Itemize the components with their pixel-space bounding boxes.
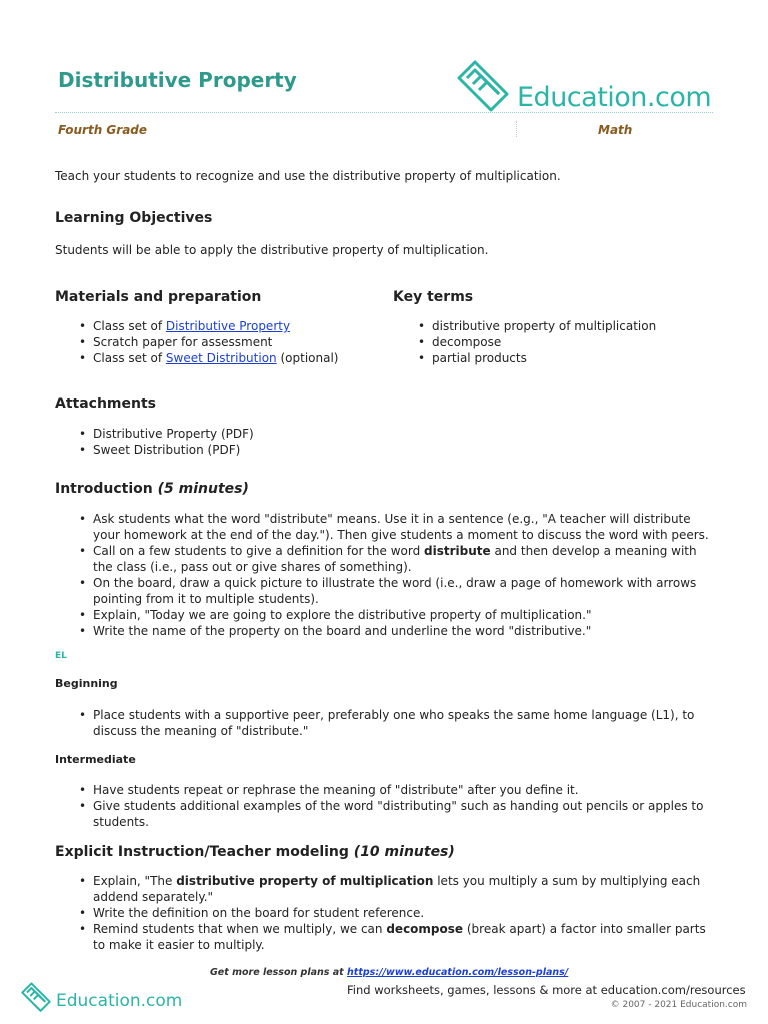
education-logo-icon bbox=[455, 56, 511, 112]
footer-logo-icon bbox=[20, 980, 52, 1012]
list-item: • Write the definition on the board for student reference. bbox=[76, 905, 716, 921]
introduction-time: (5 minutes) bbox=[157, 481, 249, 497]
list-item: • Class set of Distributive Property bbox=[76, 318, 376, 334]
list-item: • Class set of Sweet Distribution (optional) bbox=[76, 350, 376, 366]
list-item: • Scratch paper for assessment bbox=[76, 334, 376, 350]
intermediate-list bbox=[76, 782, 716, 830]
list-item: • Remind students that when we multiply, we can decompose (break apart) a factor into smaller parts to make it easier to multiply. bbox=[76, 921, 716, 953]
explicit-instruction-heading: Explicit Instruction/Teacher modeling (10 minutes) bbox=[55, 844, 455, 860]
explicit-instruction-time: (10 minutes) bbox=[353, 844, 455, 860]
list-item: • decompose bbox=[415, 334, 715, 350]
introduction-list bbox=[76, 511, 716, 639]
list-item: • Explain, "The distributive property of multiplication lets you multiply a sum by multiplying each addend separately." bbox=[76, 873, 716, 905]
list-item: • Place students with a supportive peer, preferably one who speaks the same home language (L1), to discuss the meaning of "distribute." bbox=[76, 707, 716, 739]
list-item: • partial products bbox=[415, 350, 715, 366]
introduction-heading: Introduction (5 minutes) bbox=[55, 481, 249, 497]
page-title: Distributive Property bbox=[58, 68, 297, 92]
beginning-list bbox=[76, 707, 716, 739]
education-logo[interactable] bbox=[455, 56, 711, 112]
list-item: • distributive property of multiplication bbox=[415, 318, 715, 334]
list-item: • Have students repeat or rephrase the meaning of "distribute" after you define it. bbox=[76, 782, 716, 798]
header-separator bbox=[516, 121, 517, 137]
footer-copyright: © 2007 - 2021 Education.com bbox=[610, 1000, 747, 1010]
footer-promo: Get more lesson plans at https://www.education.com/lesson-plans/ bbox=[210, 967, 569, 978]
list-item: • Distributive Property (PDF) bbox=[76, 426, 376, 442]
key-terms-heading: Key terms bbox=[393, 289, 474, 305]
explicit-instruction-list bbox=[76, 873, 716, 953]
sweet-distribution-link[interactable]: Sweet Distribution bbox=[165, 351, 277, 365]
header-divider bbox=[55, 112, 713, 113]
intermediate-heading: Intermediate bbox=[55, 753, 136, 766]
footer-resources-text: Find worksheets, games, lessons & more at education.com/resources bbox=[347, 983, 746, 997]
list-item: • Write the name of the property on the board and underline the word "distributive." bbox=[76, 623, 716, 639]
attachments-heading: Attachments bbox=[55, 396, 157, 412]
logo-wordmark: Education.com bbox=[517, 81, 712, 113]
list-item: • Call on a few students to give a definition for the word distribute and then develop a meaning with the class (i.e., pass out or give shares of something). bbox=[76, 543, 716, 575]
learning-objectives-text: Students will be able to apply the distributive property of multiplication. bbox=[55, 243, 489, 257]
list-item: • Explain, "Today we are going to explore the distributive property of multiplication." bbox=[76, 607, 716, 623]
list-item: • Ask students what the word "distribute" means. Use it in a sentence (e.g., "A teacher will distribute your homework at the end of the day."). Then give students a moment to discuss the word with peers. bbox=[76, 511, 716, 543]
subject-label: Math bbox=[598, 123, 633, 137]
list-item: • Sweet Distribution (PDF) bbox=[76, 442, 376, 458]
footer-logo[interactable] bbox=[20, 980, 182, 1012]
lesson-summary: Teach your students to recognize and use the distributive property of multiplication. bbox=[55, 169, 561, 183]
key-terms-list bbox=[415, 318, 715, 366]
materials-list bbox=[76, 318, 376, 366]
list-item: • On the board, draw a quick picture to illustrate the word (i.e., draw a page of homework with arrows pointing from it to multiple students). bbox=[76, 575, 716, 607]
footer-logo-wordmark: Education.com bbox=[56, 991, 183, 1011]
materials-heading: Materials and preparation bbox=[55, 289, 262, 305]
list-item: • Give students additional examples of the word "distributing" such as handing out pencils or apples to students. bbox=[76, 798, 716, 830]
attachments-list bbox=[76, 426, 376, 458]
el-label: EL bbox=[55, 651, 67, 661]
beginning-heading: Beginning bbox=[55, 677, 118, 690]
grade-label: Fourth Grade bbox=[58, 123, 148, 137]
distributive-property-link[interactable]: Distributive Property bbox=[165, 319, 291, 333]
lesson-plans-link[interactable]: https://www.education.com/lesson-plans/ bbox=[347, 967, 569, 978]
learning-objectives-heading: Learning Objectives bbox=[55, 210, 213, 226]
